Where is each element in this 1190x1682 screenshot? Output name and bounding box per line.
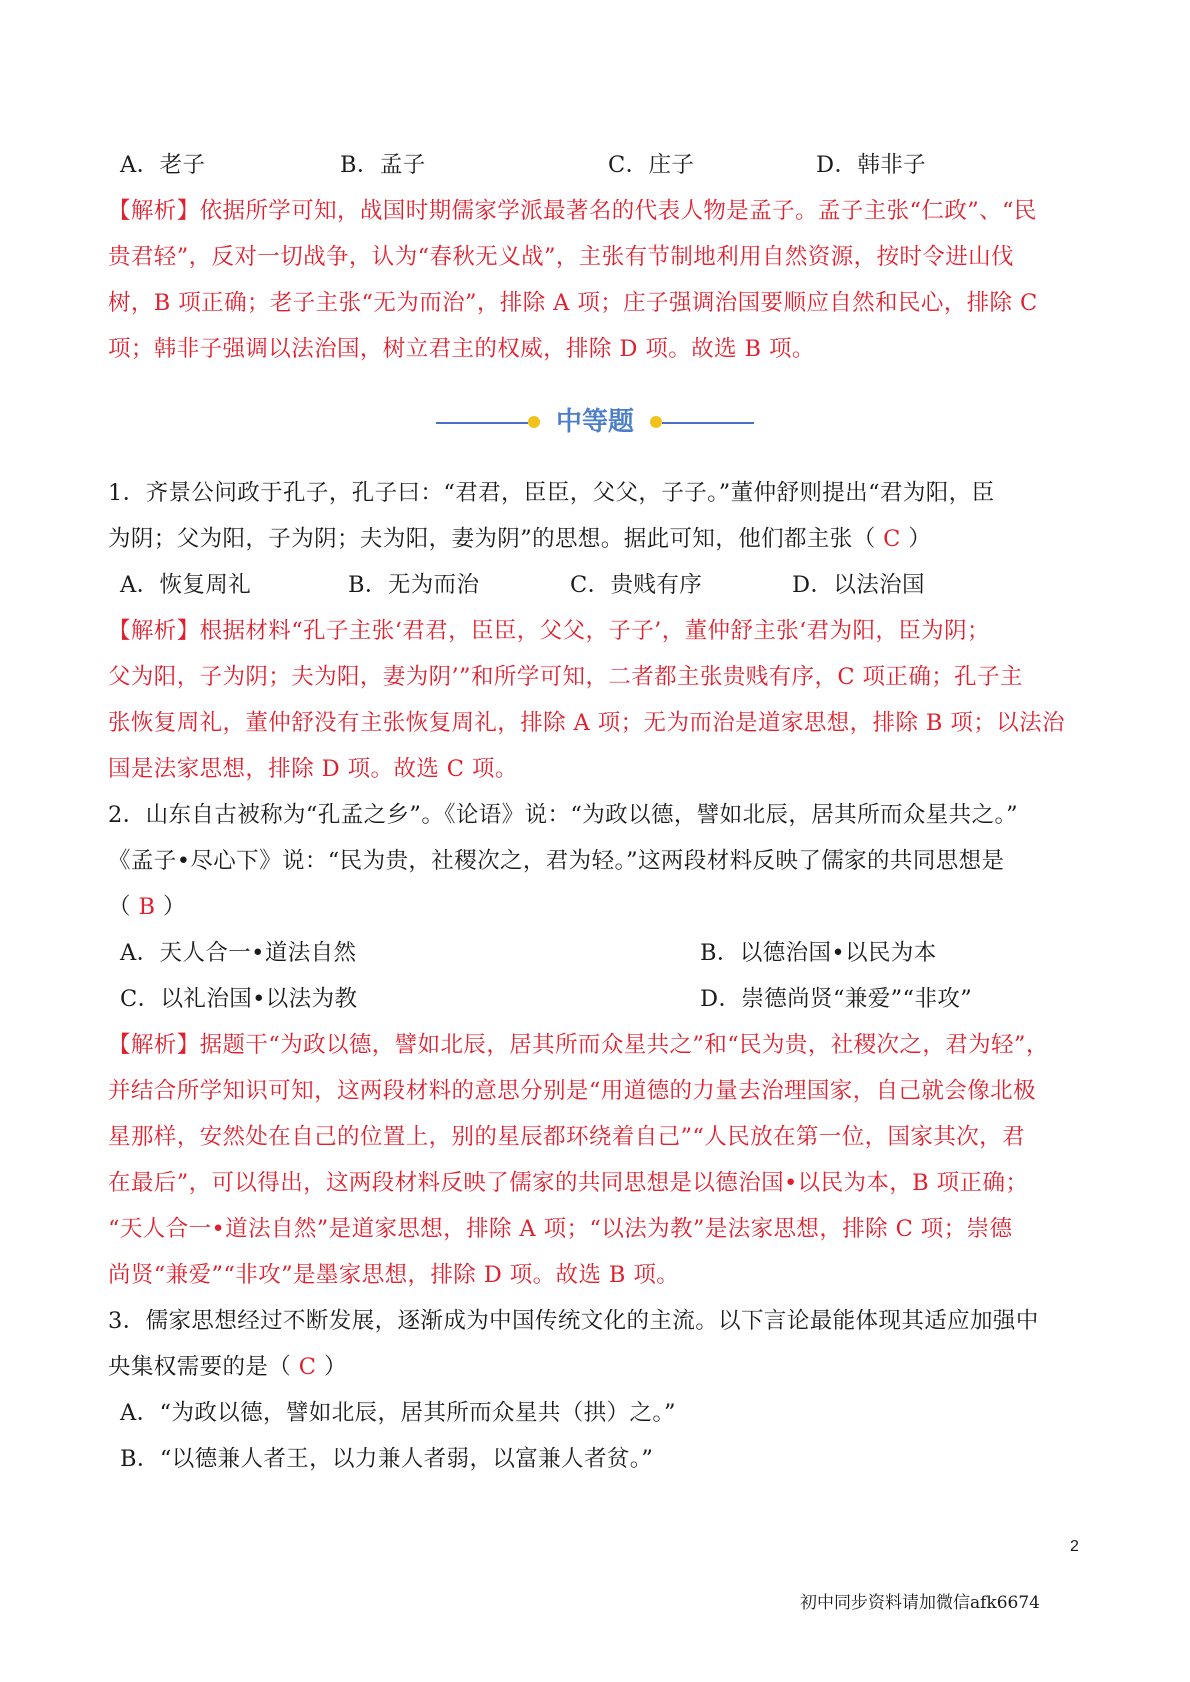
q2-option-a: A．天人合一•道法自然	[120, 940, 357, 966]
q1-option-a: A．恢复周礼	[120, 572, 252, 598]
q2-analysis-line-3: 星那样，安然处在自己的位置上，别的星辰都环绕着自己”“人民放在第一位，国家其次，君	[108, 1124, 1025, 1150]
top-analysis-line-2: 贵君轻”，反对一切战争，认为“春秋无义战”，主张有节制地利用自然资源，按时令进山伐	[108, 244, 1014, 270]
analysis-tag: 【解析】	[108, 198, 200, 224]
section-divider-right	[662, 422, 754, 424]
q3-answer: C	[298, 1354, 317, 1380]
analysis-tag: 【解析】	[108, 618, 200, 644]
top-analysis-line-3: 树，B 项正确；老子主张“无为而治”，排除 A 项；庄子强调治国要顺应自然和民心，排除 C	[108, 290, 1038, 316]
q2-option-b: B．以德治国•以民为本	[700, 940, 937, 966]
q1-answer: C	[883, 526, 901, 552]
q3-option-b: B．“以德兼人者王，以力兼人者弱，以富兼人者贫。”	[120, 1446, 654, 1472]
q2-stem-line-3: （ B ）	[108, 894, 186, 920]
q1-analysis-line-2: 父为阳，子为阴；夫为阳，妻为阴’”和所学可知，二者都主张贵贱有序，C 项正确；孔子主	[108, 664, 1023, 690]
q2-answer: B	[138, 894, 156, 920]
q1-option-b: B．无为而治	[348, 572, 480, 598]
q1-analysis-line-1: 【解析】根据材料“孔子主张‘君君，臣臣，父父，子子’，董仲舒主张‘君为阳，臣为阴；	[108, 618, 990, 644]
q1-stem-line-1: 1．齐景公问政于孔子，孔子曰：“君君，臣臣，父父，子子。”董仲舒则提出“君为阳，臣	[108, 480, 995, 506]
analysis-tag: 【解析】	[108, 1032, 200, 1058]
top-option-a: A．老子	[120, 152, 206, 178]
section-dot-left	[528, 416, 540, 428]
q2-analysis-line-2: 并结合所学知识可知，这两段材料的意思分别是“用道德的力量去治理国家，自己就会像北极	[108, 1078, 1036, 1104]
section-header	[0, 400, 1190, 444]
page-number: 2	[1070, 1538, 1079, 1555]
q2-option-d: D．崇德尚贤“兼爱”“非攻”	[700, 986, 973, 1012]
section-divider-left	[436, 422, 528, 424]
top-analysis-line-1: 【解析】依据所学可知，战国时期儒家学派最著名的代表人物是孟子。孟子主张“仁政”、“民	[108, 198, 1037, 224]
q2-stem-line-2: 《孟子•尽心下》说：“民为贵，社稷次之，君为轻。”这两段材料反映了儒家的共同思想是	[108, 848, 1005, 874]
q1-option-d: D．以法治国	[792, 572, 925, 598]
section-dot-right	[650, 416, 662, 428]
q1-analysis-line-4: 国是法家思想，排除 D 项。故选 C 项。	[108, 756, 518, 782]
q2-option-c: C．以礼治国•以法为教	[120, 986, 358, 1012]
q3-stem-line-2: 央集权需要的是（ C ）	[108, 1354, 347, 1380]
section-title: 中等题	[555, 407, 634, 437]
q1-option-c: C．贵贱有序	[570, 572, 703, 598]
top-option-c: C．庄子	[608, 152, 695, 178]
q2-analysis-line-4: 在最后”，可以得出，这两段材料反映了儒家的共同思想是以德治国•以民为本，B 项正确；	[108, 1170, 1029, 1196]
q2-analysis-line-1: 【解析】据题干“为政以德，譬如北辰，居其所而众星共之”和“民为贵，社稷次之，君为轻”，	[108, 1032, 1049, 1058]
top-option-d: D．韩非子	[816, 152, 927, 178]
q1-stem-line-2: 为阴；父为阳，子为阴；夫为阳，妻为阴”的思想。据此可知，他们都主张（ C ）	[108, 526, 932, 552]
q2-stem-line-1: 2．山东自古被称为“孔孟之乡”。《论语》说：“为政以德，譬如北辰，居其所而众星共之。”	[108, 802, 1019, 828]
top-option-b: B．孟子	[340, 152, 426, 178]
q2-analysis-line-6: 尚贤“兼爱”“非攻”是墨家思想，排除 D 项。故选 B 项。	[108, 1262, 680, 1288]
top-analysis-line-4: 项；韩非子强调以法治国，树立君主的权威，排除 D 项。故选 B 项。	[108, 336, 815, 362]
q3-stem-line-1: 3．儒家思想经过不断发展，逐渐成为中国传统文化的主流。以下言论最能体现其适应加强中	[108, 1308, 1039, 1334]
q2-analysis-line-5: “天人合一•道法自然”是道家思想，排除 A 项；“以法为教”是法家思想，排除 C 项；崇德	[108, 1216, 1013, 1242]
q1-analysis-line-3: 张恢复周礼，董仲舒没有主张恢复周礼，排除 A 项；无为而治是道家思想，排除 B 项；以法治	[108, 710, 1065, 736]
footer-note: 初中同步资料请加微信afk6674	[800, 1593, 1040, 1613]
q3-option-a: A．“为政以德，譬如北辰，居其所而众星共（拱）之。”	[120, 1400, 676, 1426]
